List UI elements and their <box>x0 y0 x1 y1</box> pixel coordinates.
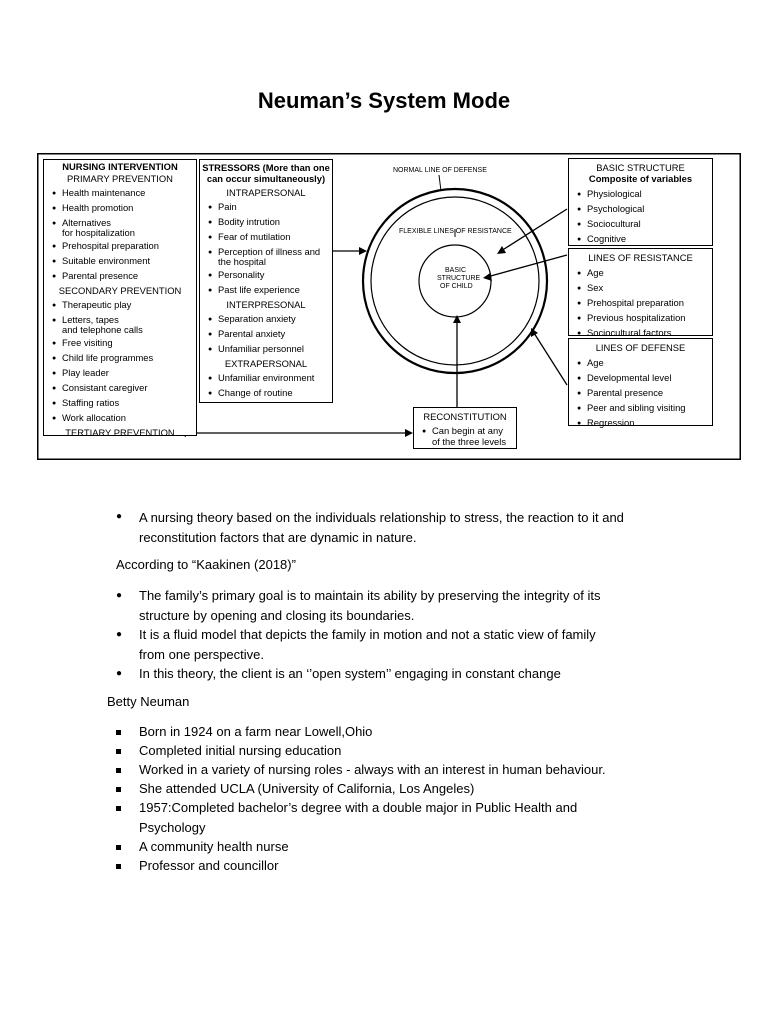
tertiary-prevention-label: TERTIARY PREVENTION <box>65 427 175 438</box>
list-item: ● Unfamiliar personnel <box>200 342 332 357</box>
list-item: ● Unfamiliar environment <box>200 371 332 386</box>
resistance-arrow <box>487 255 567 277</box>
text-line: structure by opening and closing its boundaries. <box>139 607 415 623</box>
lines-of-resistance-box <box>568 248 713 336</box>
list-item: ● Parental anxiety <box>200 327 332 342</box>
extrapersonal-label: EXTRAPERSONAL <box>224 358 308 369</box>
text-line: 1957:Completed bachelor’s degree with a double major in Public Health and <box>139 800 578 815</box>
list-item: ● Play leader <box>44 366 196 381</box>
resistance-header: LINES OF RESISTANCE <box>588 252 693 263</box>
list-item: ● Child life programmes <box>44 351 196 366</box>
basic-arrow-head <box>497 246 506 254</box>
list-item-cont: for hospitalization <box>62 227 135 238</box>
bullet-text <box>139 625 699 664</box>
stressors-header-2: can occur simultaneously) <box>206 173 326 184</box>
square-bullet-icon <box>116 864 121 869</box>
list-item: ● Staffing ratios <box>44 396 196 411</box>
bullet-icon: ● <box>116 590 123 601</box>
list-item: ● Change of routine <box>200 386 332 401</box>
bullet-text: Worked in a variety of nursing roles - always with an interest in human behaviour. <box>139 762 606 777</box>
stressors-header-1: STRESSORS (More than one <box>202 162 330 173</box>
bullet-text: She attended UCLA (University of California, Los Angeles) <box>139 781 475 796</box>
core-label-2: STRUCTURE <box>437 275 481 282</box>
text-line: It is a fluid model that depicts the family in motion and not a static view of family <box>139 627 596 642</box>
list-item: ● Sociocultural <box>569 217 712 232</box>
tertiary-arrow-head-right <box>405 429 413 437</box>
text-line: A nursing theory based on the individuals relationship to stress, the reaction to it and <box>139 510 624 525</box>
defense-header: LINES OF DEFENSE <box>595 342 686 353</box>
list-item-cont: the hospital <box>218 256 266 267</box>
list-item: ● Age <box>569 266 712 281</box>
list-item: ● Bodity intrution <box>200 215 332 230</box>
list-item: ● Alternatives <box>44 216 196 231</box>
bullet-icon: ● <box>116 668 123 679</box>
list-item: ● Previous hospitalization <box>569 311 712 326</box>
list-item: ● Regression <box>569 416 712 431</box>
list-item: ● Physiological <box>569 187 712 202</box>
list-item-cont: of the three levels <box>432 436 507 447</box>
list-item: ● Cognitive <box>569 232 712 247</box>
text-line: reconstitution factors that are dynamic in nature. <box>139 529 417 545</box>
nursing-intervention-box <box>43 159 197 436</box>
list-item: ● Developmental level <box>569 371 712 386</box>
bullet-icon: ● <box>116 629 123 640</box>
basic-header-2: Composite of variables <box>588 173 693 184</box>
neuman-diagram <box>37 153 741 460</box>
list-item: ● Work allocation <box>44 411 196 426</box>
bullet-text: In this theory, the client is an ‘’open system’’ engaging in constant change <box>139 666 561 681</box>
list-item: ● Therapeutic play <box>44 298 196 313</box>
list-item: ● Prehospital preparation <box>569 296 712 311</box>
list-item-cont: and telephone calls <box>62 324 143 335</box>
lines-of-defense-box <box>568 338 713 426</box>
core-label-3: OF CHILD <box>440 283 473 290</box>
secondary-prevention-label: SECONDARY PREVENTION <box>58 285 182 296</box>
bullet-text <box>139 508 699 547</box>
text-line: Psychology <box>139 819 206 835</box>
list-item: ● Fear of mutilation <box>200 230 332 245</box>
list-item: ● Parental presence <box>44 269 196 284</box>
text-line: The family’s primary goal is to maintain its ability by preserving the integrity of its <box>139 588 601 603</box>
stressor-arrow-head <box>359 247 367 255</box>
bullet-text <box>139 798 699 837</box>
stressors-box <box>199 159 333 403</box>
square-bullet-icon <box>116 730 121 735</box>
bullet-text: Professor and councillor <box>139 858 279 873</box>
list-item: ● Suitable environment <box>44 254 196 269</box>
bullet-text: Born in 1924 on a farm near Lowell,Ohio <box>139 724 373 739</box>
square-bullet-icon <box>116 845 121 850</box>
list-item: ● Peer and sibling visiting <box>569 401 712 416</box>
square-bullet-icon <box>116 806 121 811</box>
bullet-text: Completed initial nursing education <box>139 743 342 758</box>
list-item: ● Perception of illness and <box>200 245 332 260</box>
list-item: ● Past life experience <box>200 283 332 298</box>
betty-neuman-heading: Betty Neuman <box>107 694 190 709</box>
bullet-icon: ● <box>116 511 123 522</box>
normal-line-pointer <box>439 175 441 191</box>
list-item: ● Pain <box>200 200 332 215</box>
square-bullet-icon <box>116 768 121 773</box>
normal-line-label: NORMAL LINE OF DEFENSE <box>393 167 487 174</box>
square-bullet-icon <box>116 749 121 754</box>
list-item: ● Can begin at any <box>414 425 516 437</box>
list-item: ● Letters, tapes <box>44 313 196 328</box>
according-text: According to “Kaakinen (2018)” <box>116 557 296 572</box>
list-item: ● Psychological <box>569 202 712 217</box>
square-bullet-icon <box>116 787 121 792</box>
list-item: ● Parental presence <box>569 386 712 401</box>
list-item: ● Age <box>569 356 712 371</box>
reconstitution-box <box>413 407 517 449</box>
basic-header-1: BASIC STRUCTURE <box>596 162 685 173</box>
text-line: from one perspective. <box>139 646 265 662</box>
defense-arrow <box>534 333 567 385</box>
list-item: ● Free visiting <box>44 336 196 351</box>
reconstitution-header: RECONSTITUTION <box>423 411 507 422</box>
page-title: Neuman’s System Mode <box>257 88 511 113</box>
list-item: ● Health maintenance <box>44 186 196 201</box>
core-label-1: BASIC <box>445 267 467 274</box>
basic-structure-box <box>568 158 713 246</box>
list-item: ● Prehospital preparation <box>44 239 196 254</box>
primary-prevention-label: PRIMARY PREVENTION <box>67 173 173 184</box>
list-item: ● Sociocultural factors <box>569 326 712 341</box>
bullet-text: A community health nurse <box>139 839 289 854</box>
list-item: ● Health promotion <box>44 201 196 216</box>
intrapersonal-label: INTRAPERSONAL <box>226 187 306 198</box>
nursing-header: NURSING INTERVENTION <box>62 161 178 172</box>
list-item: ● Personality <box>200 268 332 283</box>
list-item: ● Separation anxiety <box>200 312 332 327</box>
list-item: ● Consistant caregiver <box>44 381 196 396</box>
bullet-text <box>139 586 699 625</box>
interpersonal-label: INTERPRESONAL <box>226 299 306 310</box>
list-item: ● Sex <box>569 281 712 296</box>
flexible-lines-label: FLEXIBLE LINES OF RESISTANCE <box>399 228 512 235</box>
